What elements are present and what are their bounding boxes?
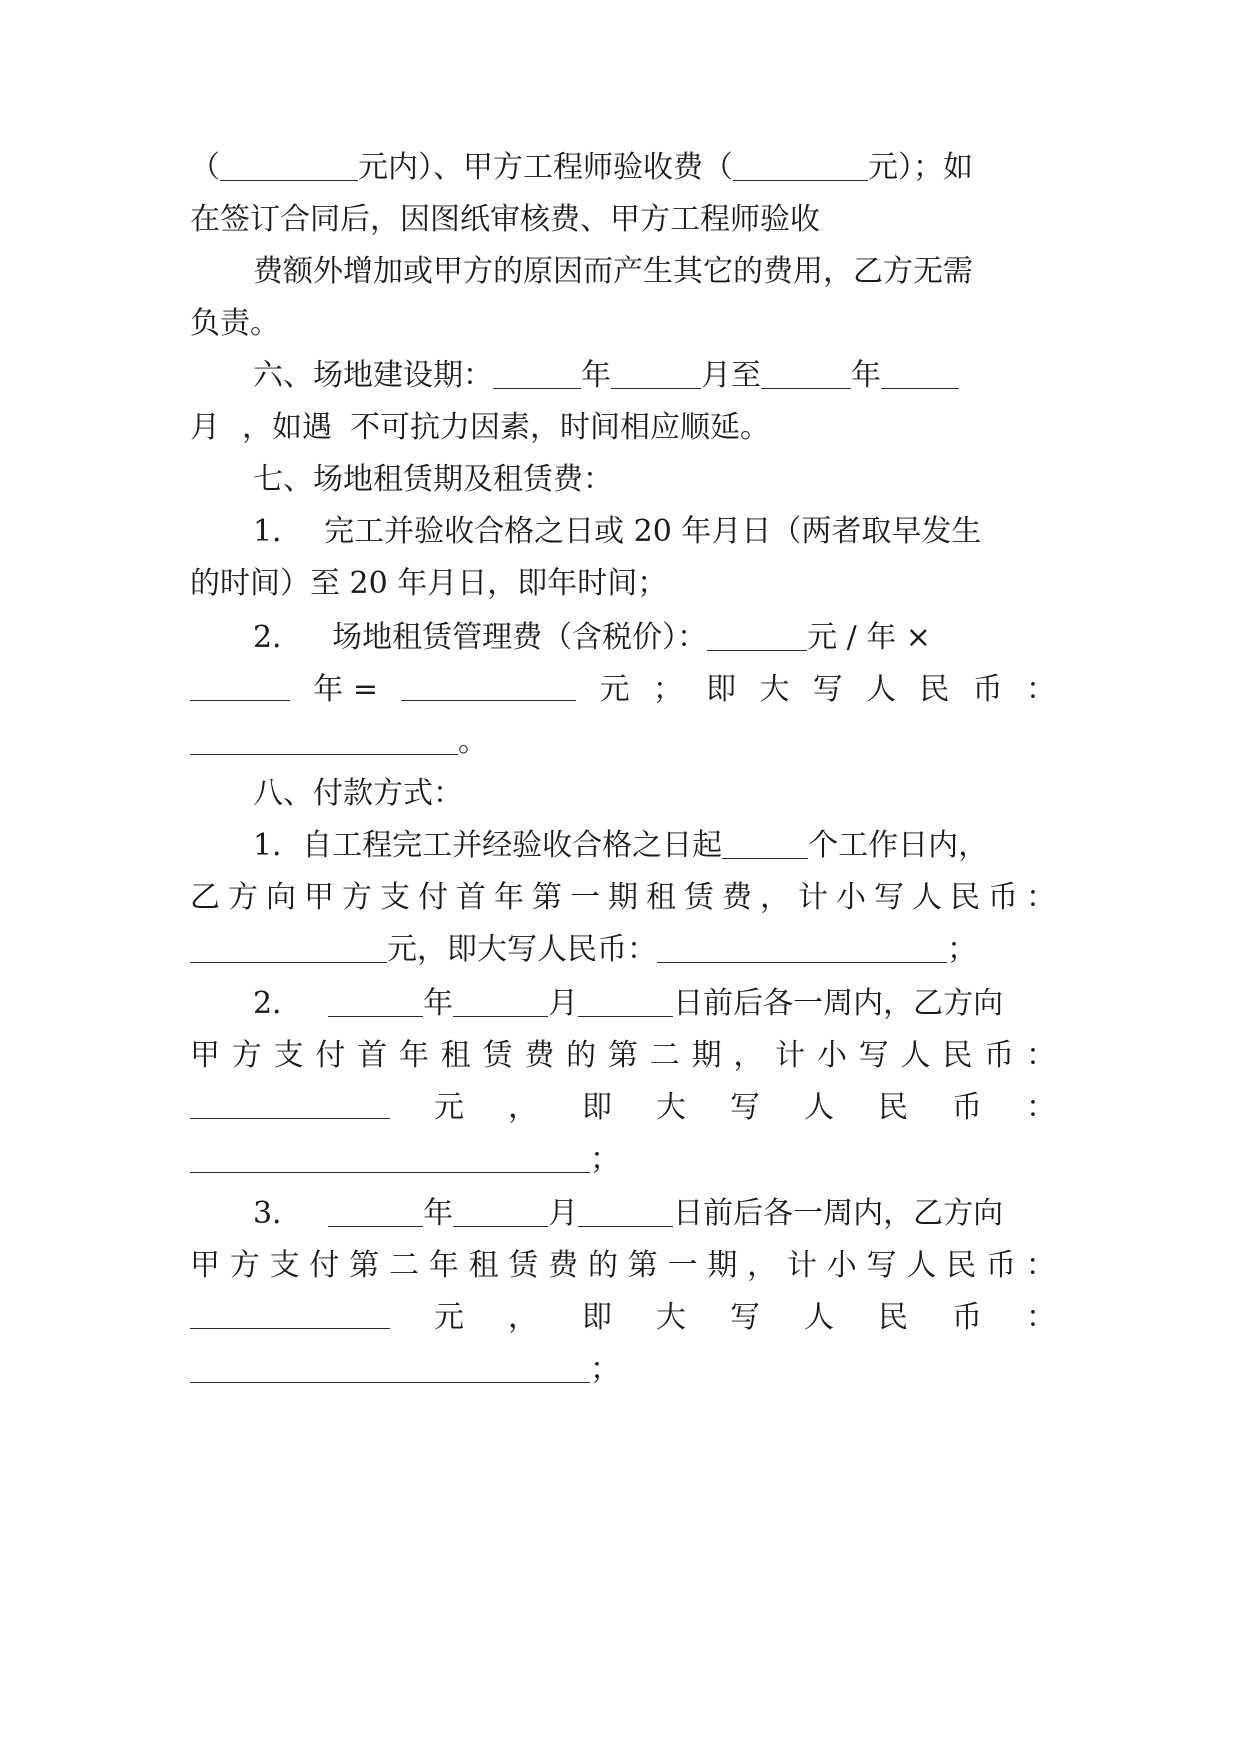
section8-item2-line-1: 2． 年 月 日前后各一周内，乙方向 — [253, 986, 1004, 1021]
section7-item1-line-2: 的时间）至 20 年月日，即年时间； — [190, 566, 668, 601]
fees-line-2: 在签订合同后，因图纸审核费、甲方工程师验收 — [190, 202, 820, 237]
section8-item1-line-1: 1．自工程完工并经验收合格之日起 个工作日内， — [253, 828, 989, 863]
blank — [657, 932, 947, 963]
section7-item2-line-3: 。 — [190, 722, 1056, 762]
blank — [190, 724, 458, 755]
blank — [190, 1298, 390, 1329]
blank — [733, 150, 868, 181]
blank — [707, 620, 807, 651]
section6-heading: 六、场地建设期： — [253, 358, 493, 393]
section6-line-2: 月 ，如遇 不可抗力因素，时间相应顺延。 — [190, 410, 770, 445]
section8-item3-line-1: 3． 年 月 日前后各一周内，乙方向 — [253, 1196, 1004, 1231]
blank — [401, 670, 576, 701]
section8-item3-line-2: 甲 方 支 付 第 二 年 租 赁 费 的 第 一 期 ， 计 小 写 人 民 币 ： — [190, 1248, 1056, 1283]
blank — [761, 358, 851, 389]
fees-line-3: 费额外增加或甲方的原因而产生其它的费用，乙方无需 — [253, 254, 973, 289]
section8-item3-line-3: 元 ， 即 大 写 人 民 币 ： — [190, 1298, 1056, 1338]
section7-item1-line-1: 1． 完工并验收合格之日或 20 年月日（两者取早发生 — [253, 514, 982, 549]
blank — [190, 932, 387, 963]
blank — [722, 828, 808, 859]
blank — [328, 1196, 423, 1227]
blank — [453, 986, 548, 1017]
section8-item2-line-2: 甲 方 支 付 首 年 租 赁 费 的 第 二 期 ， 计 小 写 人 民 币 ： — [190, 1038, 1056, 1073]
blank — [578, 986, 673, 1017]
section8-item1-line-2: 乙 方 向 甲 方 支 付 首 年 第 一 期 租 赁 费 ， 计 小 写 人 民 币 ： — [190, 880, 1056, 915]
blank — [493, 358, 581, 389]
blank — [881, 358, 959, 389]
blank — [220, 150, 358, 181]
fees-line-1: （ 元内）、甲方工程师验收费（ 元）；如 — [190, 150, 973, 185]
section8-item2-line-4: ； — [190, 1140, 1056, 1180]
blank — [578, 1196, 673, 1227]
blank — [190, 670, 290, 701]
fees-line-4: 负责。 — [190, 306, 280, 341]
section7-heading: 七、场地租赁期及租赁费： — [253, 462, 613, 497]
section7-item2-line-1: 2． 场地租赁管理费（含税价）： 元 / 年 × — [253, 620, 931, 655]
blank — [611, 358, 701, 389]
section8-heading: 八、付款方式： — [253, 776, 463, 811]
blank — [190, 1142, 590, 1173]
blank — [190, 1352, 590, 1383]
open-paren: （ — [190, 150, 220, 185]
section7-item2-line-2: 年 = 元 ； 即 大 写 人 民 币 ： — [190, 670, 1056, 710]
section8-item1-line-3: 元，即大写人民币： ； — [190, 930, 1056, 970]
blank — [453, 1196, 548, 1227]
section6-line-1: 六、场地建设期： 年 月至 年 — [253, 356, 1056, 396]
blank — [328, 986, 423, 1017]
section8-item3-line-4: ； — [190, 1350, 1056, 1390]
blank — [190, 1088, 390, 1119]
section8-item2-line-3: 元 ， 即 大 写 人 民 币 ： — [190, 1088, 1056, 1128]
